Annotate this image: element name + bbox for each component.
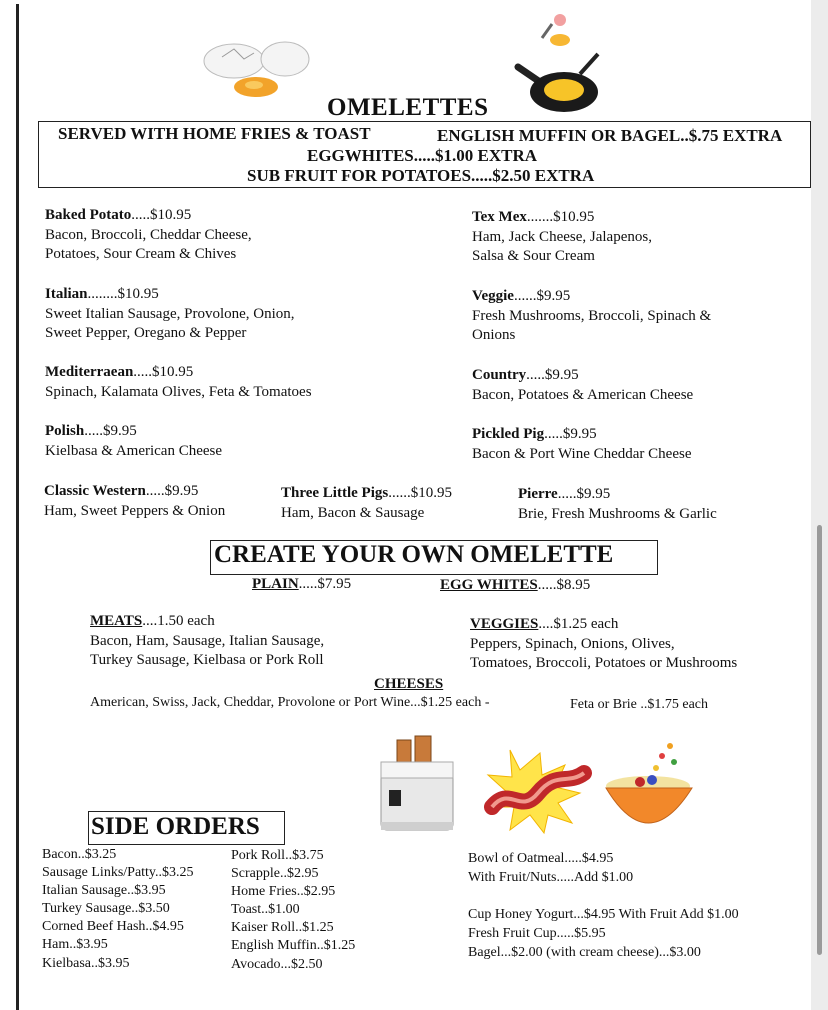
- plain-price: PLAIN.....$7.95: [252, 576, 352, 592]
- omelette-baked-potato: Baked Potato.....$10.95 Bacon, Broccoli, Cheddar Cheese, Potatoes, Sour Cream & Chives: [45, 207, 252, 262]
- veggies-section: VEGGIES....$1.25 each Peppers, Spinach, Onions, Olives, Tomatoes, Broccoli, Potatoes or Mushrooms: [470, 616, 738, 671]
- served-right: ENGLISH MUFFIN OR BAGEL..$.75 EXTRA: [437, 126, 783, 145]
- side-orders-yogurt: Cup Honey Yogurt...$4.95 With Fruit Add $1.00 Fresh Fruit Cup.....$5.95 Bagel...$2.00 (with cream cheese)...$3.00: [468, 907, 739, 960]
- side-orders-col2: Pork Roll..$3.75 Scrapple..$2.95 Home Fries..$2.95 Toast..$1.00 Kaiser Roll..$1.25 English Muffin..$1.25 Avocado...$2.50: [231, 848, 356, 972]
- side-orders-col1: Bacon..$3.25 Sausage Links/Patty..$3.25 Italian Sausage..$3.95 Turkey Sausage..$3.50 Corned Beef Hash..$4.95 Ham..$3.95 Kielbasa..$3.95: [42, 847, 194, 971]
- omelette-mediterraean: Mediterraean.....$10.95 Spinach, Kalamata Olives, Feta & Tomatoes: [45, 364, 312, 400]
- omelette-classic-western: Classic Western.....$9.95 Ham, Sweet Peppers & Onion: [44, 483, 226, 519]
- frying-pan-icon: [508, 12, 608, 117]
- omelette-three-little-pigs: Three Little Pigs......$10.95 Ham, Bacon & Sausage: [281, 485, 452, 521]
- cheeses-line: American, Swiss, Jack, Cheddar, Provolone or Port Wine...$1.25 each -: [90, 695, 490, 710]
- bacon-icon: [480, 745, 595, 835]
- cheeses-line2: Feta or Brie ..$1.75 each: [570, 697, 709, 712]
- omelette-polish: Polish.....$9.95 Kielbasa & American Cheese: [45, 423, 223, 459]
- side-orders-title: SIDE ORDERS: [91, 813, 260, 840]
- side-orders-oatmeal: Bowl of Oatmeal.....$4.95 With Fruit/Nuts.....Add $1.00: [468, 851, 634, 885]
- meats-section: MEATS....1.50 each Bacon, Ham, Sausage, Italian Sausage, Turkey Sausage, Kielbasa or Pork Roll: [90, 613, 325, 668]
- sub-fruit-note: SUB FRUIT FOR POTATOES.....$2.50 EXTRA: [247, 166, 595, 185]
- omelette-pickled-pig: Pickled Pig.....$9.95 Bacon & Port Wine Cheddar Cheese: [472, 426, 692, 462]
- cereal-bowl-icon: [600, 738, 700, 838]
- omelette-italian: Italian........$10.95 Sweet Italian Sausage, Provolone, Onion, Sweet Pepper, Oregano & Pepper: [45, 286, 295, 341]
- create-title: CREATE YOUR OWN OMELETTE: [214, 541, 614, 568]
- egg-whites-price: EGG WHITES.....$8.95: [440, 577, 591, 593]
- omelette-tex-mex: Tex Mex.......$10.95 Ham, Jack Cheese, Jalapenos, Salsa & Sour Cream: [472, 209, 652, 264]
- eggs-icon: [200, 35, 315, 100]
- omelette-veggie: Veggie......$9.95 Fresh Mushrooms, Broccoli, Spinach & Onions: [472, 288, 712, 343]
- cheeses-label: CHEESES: [374, 676, 444, 692]
- served-left: SERVED WITH HOME FRIES & TOAST: [58, 124, 371, 143]
- omelette-country: Country.....$9.95 Bacon, Potatoes & American Cheese: [472, 367, 694, 403]
- eggwhites-note: EGGWHITES.....$1.00 EXTRA: [307, 146, 538, 165]
- page-title: OMELETTES: [327, 94, 489, 121]
- omelette-pierre: Pierre.....$9.95 Brie, Fresh Mushrooms & Garlic: [518, 486, 717, 522]
- scrollbar[interactable]: [817, 525, 822, 955]
- toaster-icon: [375, 732, 465, 837]
